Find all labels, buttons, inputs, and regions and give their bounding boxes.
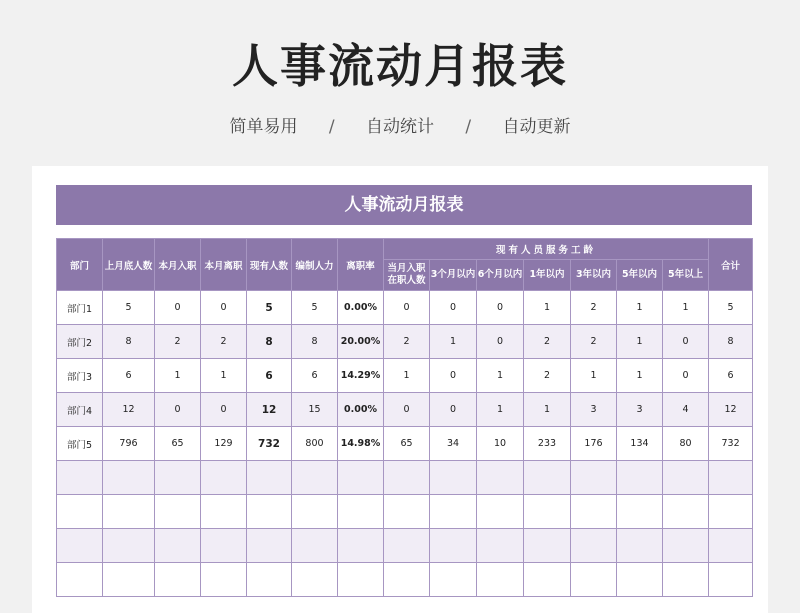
cell-empty[interactable] <box>292 563 338 597</box>
cell-empty[interactable] <box>571 563 617 597</box>
header-tenure-bucket: 3年以内 <box>571 260 617 291</box>
cell-empty[interactable] <box>103 529 155 563</box>
cell-tenure[interactable]: 1 <box>617 359 663 393</box>
cell-empty[interactable] <box>57 563 103 597</box>
table-row <box>57 359 753 393</box>
cell-total[interactable]: 732 <box>709 427 753 461</box>
cell-tenure[interactable]: 0 <box>430 291 477 325</box>
cell-empty[interactable] <box>430 461 477 495</box>
header-tenure-bucket: 3个月以内 <box>430 260 477 291</box>
header-tenure-bucket: 6个月以内 <box>477 260 524 291</box>
cell-empty[interactable] <box>617 461 663 495</box>
sheet-title: 人事流动月报表 <box>56 185 752 225</box>
header-joined: 本月入职 <box>155 239 201 291</box>
cell-total[interactable]: 6 <box>709 359 753 393</box>
cell-tenure[interactable]: 1 <box>617 325 663 359</box>
cell-tenure[interactable]: 1 <box>617 291 663 325</box>
header-tenure-group: 现有人员服务工龄 <box>384 239 709 260</box>
cell-empty[interactable] <box>571 495 617 529</box>
cell-empty[interactable] <box>709 563 753 597</box>
cell-headcount[interactable]: 800 <box>292 427 338 461</box>
cell-empty[interactable] <box>477 563 524 597</box>
cell-tenure[interactable]: 1 <box>430 325 477 359</box>
header-dept: 部门 <box>57 239 103 291</box>
cell-empty[interactable] <box>663 563 709 597</box>
cell-current[interactable]: 5 <box>247 291 292 325</box>
cell-turnover-rate[interactable]: 0.00% <box>338 291 384 325</box>
cell-turnover-rate[interactable]: 14.98% <box>338 427 384 461</box>
cell-left[interactable]: 1 <box>201 359 247 393</box>
cell-empty[interactable] <box>430 529 477 563</box>
subtitle-separator: / <box>465 117 472 137</box>
header-headcount: 编制人力 <box>292 239 338 291</box>
cell-tenure[interactable]: 34 <box>430 427 477 461</box>
cell-empty[interactable] <box>430 495 477 529</box>
cell-empty[interactable] <box>155 529 201 563</box>
empty-row <box>57 461 753 495</box>
cell-tenure[interactable]: 2 <box>384 325 430 359</box>
cell-last-month-end[interactable]: 5 <box>103 291 155 325</box>
cell-current[interactable]: 732 <box>247 427 292 461</box>
cell-tenure[interactable]: 134 <box>617 427 663 461</box>
header-tenure-bucket: 当月入职 在职人数 <box>384 260 430 291</box>
cell-empty[interactable] <box>384 461 430 495</box>
cell-tenure[interactable]: 233 <box>524 427 571 461</box>
cell-empty[interactable] <box>201 563 247 597</box>
header-last-month-end: 上月底人数 <box>103 239 155 291</box>
cell-empty[interactable] <box>338 495 384 529</box>
table-row <box>57 427 753 461</box>
cell-last-month-end[interactable]: 6 <box>103 359 155 393</box>
cell-empty[interactable] <box>155 563 201 597</box>
cell-tenure[interactable]: 1 <box>384 359 430 393</box>
header-turnover: 离职率 <box>338 239 384 291</box>
cell-dept[interactable]: 部门5 <box>57 427 103 461</box>
cell-empty[interactable] <box>338 461 384 495</box>
cell-tenure[interactable]: 2 <box>571 291 617 325</box>
cell-joined[interactable]: 2 <box>155 325 201 359</box>
cell-current[interactable]: 6 <box>247 359 292 393</box>
table-row <box>57 325 753 359</box>
cell-empty[interactable] <box>338 563 384 597</box>
cell-empty[interactable] <box>201 529 247 563</box>
cell-joined[interactable]: 0 <box>155 291 201 325</box>
cell-turnover-rate[interactable]: 0.00% <box>338 393 384 427</box>
cell-tenure[interactable]: 0 <box>430 393 477 427</box>
cell-empty[interactable] <box>155 461 201 495</box>
subtitle-item-easy: 简单易用 <box>229 117 298 137</box>
cell-empty[interactable] <box>57 461 103 495</box>
cell-empty[interactable] <box>103 461 155 495</box>
cell-left[interactable]: 0 <box>201 291 247 325</box>
cell-headcount[interactable]: 5 <box>292 291 338 325</box>
cell-tenure[interactable]: 0 <box>477 325 524 359</box>
cell-empty[interactable] <box>247 563 292 597</box>
cell-left[interactable]: 0 <box>201 393 247 427</box>
table-row <box>57 393 753 427</box>
cell-empty[interactable] <box>247 529 292 563</box>
cell-empty[interactable] <box>247 461 292 495</box>
subtitle-separator: / <box>328 117 335 137</box>
cell-tenure[interactable]: 0 <box>384 393 430 427</box>
cell-empty[interactable] <box>57 529 103 563</box>
cell-tenure[interactable]: 1 <box>477 359 524 393</box>
cell-empty[interactable] <box>477 529 524 563</box>
cell-tenure[interactable]: 3 <box>571 393 617 427</box>
cell-turnover-rate[interactable]: 20.00% <box>338 325 384 359</box>
empty-row <box>57 529 753 563</box>
cell-tenure[interactable]: 0 <box>430 359 477 393</box>
cell-last-month-end[interactable]: 12 <box>103 393 155 427</box>
cell-dept[interactable]: 部门3 <box>57 359 103 393</box>
header-total: 合计 <box>709 239 753 291</box>
cell-empty[interactable] <box>524 495 571 529</box>
cell-empty[interactable] <box>617 529 663 563</box>
report-table <box>56 238 753 597</box>
cell-empty[interactable] <box>663 461 709 495</box>
page-title: 人事流动月报表 <box>232 39 568 93</box>
cell-empty[interactable] <box>571 461 617 495</box>
header-left: 本月离职 <box>201 239 247 291</box>
cell-empty[interactable] <box>247 495 292 529</box>
cell-tenure[interactable]: 0 <box>663 359 709 393</box>
empty-row <box>57 563 753 597</box>
table-row <box>57 291 753 325</box>
cell-tenure[interactable]: 1 <box>663 291 709 325</box>
cell-headcount[interactable]: 8 <box>292 325 338 359</box>
cell-empty[interactable] <box>477 461 524 495</box>
cell-joined[interactable]: 0 <box>155 393 201 427</box>
cell-tenure[interactable]: 65 <box>384 427 430 461</box>
spreadsheet-card <box>32 166 768 613</box>
cell-tenure[interactable]: 1 <box>524 291 571 325</box>
cell-empty[interactable] <box>709 495 753 529</box>
cell-dept[interactable]: 部门1 <box>57 291 103 325</box>
cell-empty[interactable] <box>384 529 430 563</box>
cell-empty[interactable] <box>103 563 155 597</box>
cell-tenure[interactable]: 10 <box>477 427 524 461</box>
subtitle-item-auto-update: 自动更新 <box>502 117 571 137</box>
cell-empty[interactable] <box>292 529 338 563</box>
cell-dept[interactable]: 部门4 <box>57 393 103 427</box>
cell-empty[interactable] <box>524 563 571 597</box>
cell-headcount[interactable]: 15 <box>292 393 338 427</box>
cell-empty[interactable] <box>103 495 155 529</box>
cell-empty[interactable] <box>617 563 663 597</box>
cell-empty[interactable] <box>477 495 524 529</box>
subtitle-item-auto-stat: 自动统计 <box>366 117 434 137</box>
cell-tenure[interactable]: 176 <box>571 427 617 461</box>
cell-tenure[interactable]: 1 <box>524 393 571 427</box>
cell-total[interactable]: 12 <box>709 393 753 427</box>
cell-empty[interactable] <box>709 461 753 495</box>
cell-empty[interactable] <box>201 461 247 495</box>
cell-joined[interactable]: 1 <box>155 359 201 393</box>
empty-row <box>57 495 753 529</box>
cell-left[interactable]: 129 <box>201 427 247 461</box>
cell-empty[interactable] <box>292 461 338 495</box>
header-current: 现有人数 <box>247 239 292 291</box>
cell-empty[interactable] <box>155 495 201 529</box>
header-tenure-bucket: 5年以内 <box>617 260 663 291</box>
cell-current[interactable]: 8 <box>247 325 292 359</box>
header-tenure-bucket: 1年以内 <box>524 260 571 291</box>
cell-tenure[interactable]: 3 <box>617 393 663 427</box>
cell-empty[interactable] <box>338 529 384 563</box>
cell-tenure[interactable]: 4 <box>663 393 709 427</box>
cell-empty[interactable] <box>524 529 571 563</box>
cell-headcount[interactable]: 6 <box>292 359 338 393</box>
cell-empty[interactable] <box>430 563 477 597</box>
cell-tenure[interactable]: 2 <box>571 325 617 359</box>
cell-left[interactable]: 2 <box>201 325 247 359</box>
cell-last-month-end[interactable]: 796 <box>103 427 155 461</box>
cell-empty[interactable] <box>384 563 430 597</box>
cell-last-month-end[interactable]: 8 <box>103 325 155 359</box>
cell-empty[interactable] <box>709 529 753 563</box>
cell-empty[interactable] <box>57 495 103 529</box>
cell-empty[interactable] <box>571 529 617 563</box>
cell-tenure[interactable]: 1 <box>571 359 617 393</box>
cell-empty[interactable] <box>292 495 338 529</box>
cell-tenure[interactable]: 1 <box>477 393 524 427</box>
cell-total[interactable]: 5 <box>709 291 753 325</box>
subtitle <box>0 112 800 137</box>
cell-empty[interactable] <box>384 495 430 529</box>
cell-empty[interactable] <box>617 495 663 529</box>
cell-tenure[interactable]: 0 <box>663 325 709 359</box>
cell-empty[interactable] <box>201 495 247 529</box>
cell-tenure[interactable]: 0 <box>477 291 524 325</box>
cell-joined[interactable]: 65 <box>155 427 201 461</box>
cell-tenure[interactable]: 2 <box>524 359 571 393</box>
cell-empty[interactable] <box>663 529 709 563</box>
cell-tenure[interactable]: 0 <box>384 291 430 325</box>
header-tenure-bucket: 5年以上 <box>663 260 709 291</box>
cell-turnover-rate[interactable]: 14.29% <box>338 359 384 393</box>
cell-current[interactable]: 12 <box>247 393 292 427</box>
cell-empty[interactable] <box>663 495 709 529</box>
cell-dept[interactable]: 部门2 <box>57 325 103 359</box>
cell-empty[interactable] <box>524 461 571 495</box>
cell-tenure[interactable]: 80 <box>663 427 709 461</box>
cell-tenure[interactable]: 2 <box>524 325 571 359</box>
cell-total[interactable]: 8 <box>709 325 753 359</box>
